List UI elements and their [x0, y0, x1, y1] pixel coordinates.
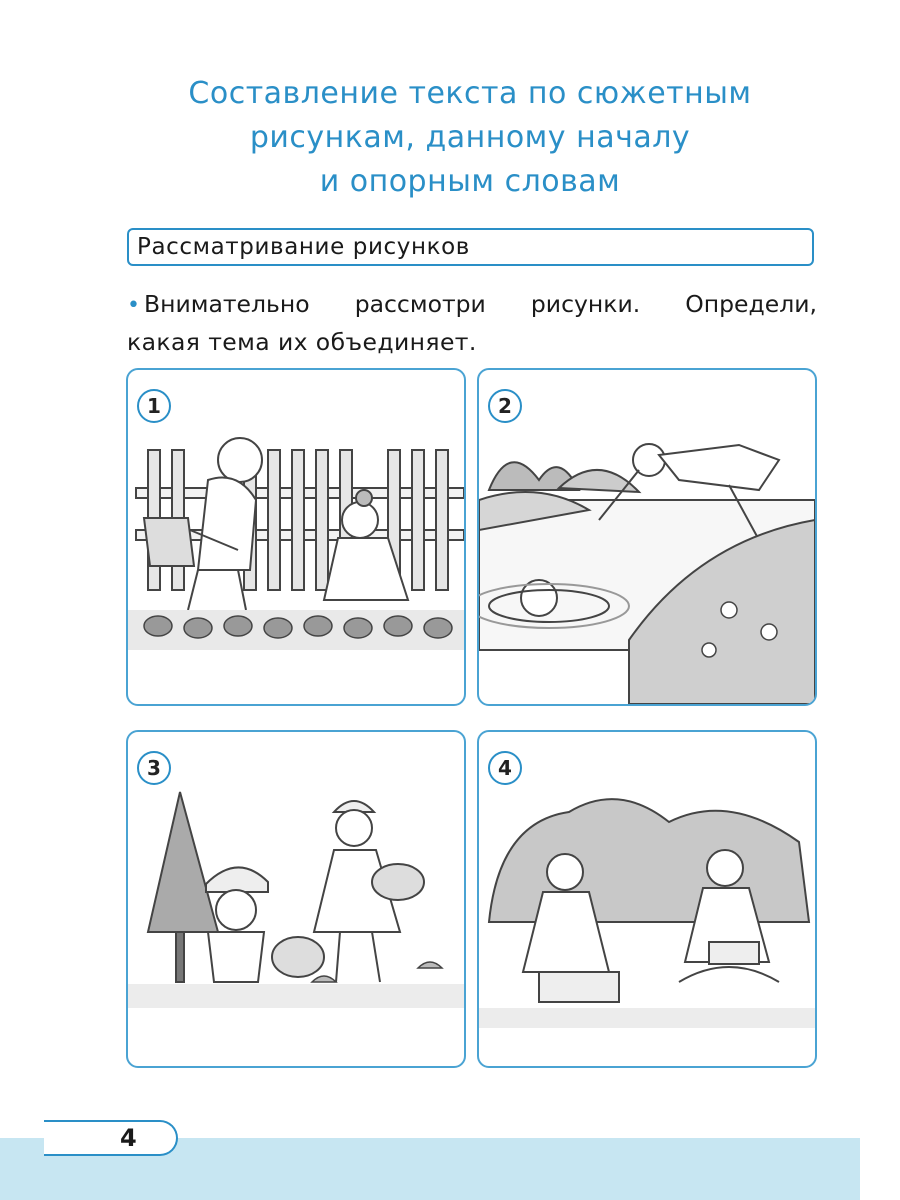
task-word-3: рисунки. [530, 290, 641, 318]
bullet-icon: • [127, 293, 140, 318]
title-line-2: рисункам, данному началу [249, 120, 691, 155]
task-instruction [127, 286, 817, 361]
panel-number-3: 3 [137, 751, 171, 785]
title-line-3: и опорным словам [319, 164, 621, 199]
page-number-tab [44, 1120, 178, 1156]
page-number: 4 [120, 1124, 137, 1152]
task-line-2: какая тема их объединяет. [127, 328, 477, 356]
task-word-4: Определи, [685, 290, 817, 318]
panel-number-1: 1 [137, 389, 171, 423]
garden-watering-illustration [128, 370, 464, 704]
mushroom-picking-illustration [128, 732, 464, 1066]
section-heading-box [127, 228, 814, 266]
page-title [150, 72, 790, 204]
outdoor-reading-illustration [479, 732, 815, 1066]
river-swimming-illustration [479, 370, 815, 704]
task-line-1 [127, 286, 817, 324]
panel-number-2: 2 [488, 389, 522, 423]
section-heading: Рассматривание рисунков [137, 234, 470, 260]
picture-panel-3 [126, 730, 466, 1068]
panel-number-4: 4 [488, 751, 522, 785]
picture-panel-4 [477, 730, 817, 1068]
title-line-1: Составление текста по сюжетным [188, 76, 752, 111]
picture-panel-2 [477, 368, 817, 706]
task-word-2: рассмотри [354, 290, 486, 318]
picture-panel-1 [126, 368, 466, 706]
task-word-1: • Внимательно [127, 290, 310, 318]
